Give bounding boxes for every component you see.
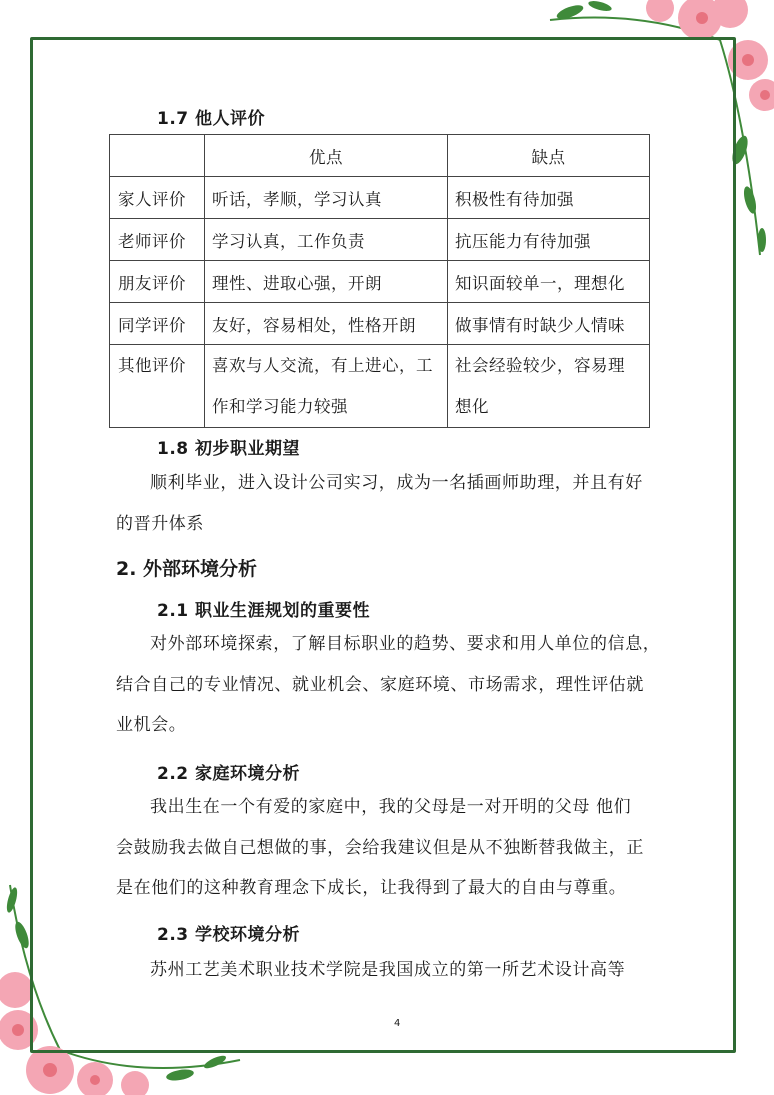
paragraph-line: 的晋升体系 <box>116 513 204 534</box>
table-header-pros: 优点 <box>205 135 448 177</box>
row-label: 朋友评价 <box>110 261 205 303</box>
section-heading-2-2: 2.2 家庭环境分析 <box>157 764 301 784</box>
row-pros-line: 作和学习能力较强 <box>212 397 348 416</box>
row-pros: 理性、进取心强，开朗 <box>205 261 448 303</box>
table-row <box>110 219 650 261</box>
paragraph-line: 是在他们的这种教育理念下成长，让我得到了最大的自由与尊重。 <box>116 878 627 898</box>
paragraph-2-3 <box>116 950 662 991</box>
row-pros: 友好，容易相处，性格开朗 <box>205 303 448 345</box>
section-heading-2: 2. 外部环境分析 <box>116 558 258 580</box>
paragraph-1-8 <box>116 463 662 544</box>
table-row <box>110 345 650 428</box>
section-heading-2-1: 2.1 职业生涯规划的重要性 <box>157 601 371 621</box>
row-label: 家人评价 <box>110 177 205 219</box>
table-header-row <box>110 135 650 177</box>
section-heading-2-3: 2.3 学校环境分析 <box>157 925 301 945</box>
row-pros <box>205 345 448 428</box>
row-label: 同学评价 <box>110 303 205 345</box>
paragraph-2-2 <box>116 787 662 909</box>
paragraph-line: 我出生在一个有爱的家庭中，我的父母是一对开明的父母 他们 <box>150 797 632 817</box>
row-pros: 听话，孝顺，学习认真 <box>205 177 448 219</box>
row-cons <box>448 345 650 428</box>
row-label: 其他评价 <box>110 345 205 428</box>
page-number: 4 <box>394 1018 401 1029</box>
row-cons: 积极性有待加强 <box>448 177 650 219</box>
paragraph-line: 会鼓励我去做自己想做的事，会给我建议但是从不独断替我做主，正 <box>116 837 644 858</box>
row-cons: 知识面较单一，理想化 <box>448 261 650 303</box>
table-row <box>110 261 650 303</box>
row-cons: 抗压能力有待加强 <box>448 219 650 261</box>
paragraph-line: 业机会。 <box>116 715 187 735</box>
paragraph-line: 对外部环境探索，了解目标职业的趋势、要求和用人单位的信息， <box>150 634 661 654</box>
table-row <box>110 177 650 219</box>
paragraph-2-1 <box>116 624 662 746</box>
row-pros: 学习认真，工作负责 <box>205 219 448 261</box>
section-heading-1-8: 1.8 初步职业期望 <box>157 439 301 459</box>
paragraph-line: 顺利毕业，进入设计公司实习，成为一名插画师助理，并且有好 <box>150 473 643 493</box>
row-cons: 做事情有时缺少人情味 <box>448 303 650 345</box>
section-heading-1-7: 1.7 他人评价 <box>157 109 266 129</box>
row-pros-line: 喜欢与人交流，有上进心，工 <box>212 356 433 375</box>
row-cons-line: 想化 <box>455 397 489 416</box>
row-cons-line: 社会经验较少，容易理 <box>455 356 625 375</box>
table-header-cons: 缺点 <box>448 135 650 177</box>
table-row <box>110 303 650 345</box>
paragraph-line: 苏州工艺美术职业技术学院是我国成立的第一所艺术设计高等 <box>150 960 626 980</box>
evaluation-table <box>109 134 650 428</box>
paragraph-line: 结合自己的专业情况、就业机会、家庭环境、市场需求，理性评估就 <box>116 674 644 695</box>
row-label: 老师评价 <box>110 219 205 261</box>
table-header-empty <box>110 135 205 177</box>
